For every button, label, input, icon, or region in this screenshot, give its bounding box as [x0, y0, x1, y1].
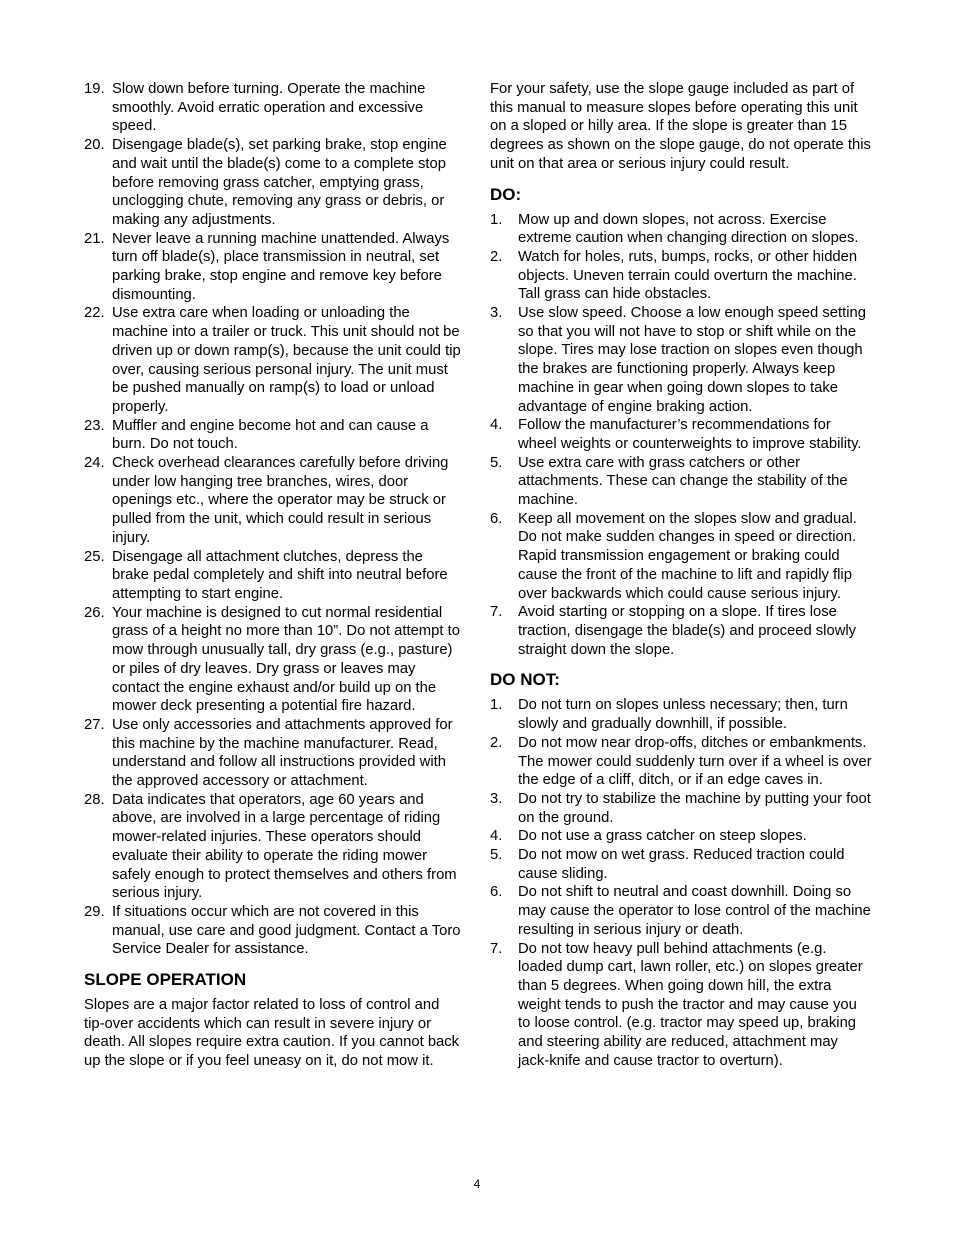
list-item [84, 903, 462, 959]
list-item [490, 846, 872, 883]
item-text: Keep all movement on the slopes slow and gradual. Do not make sudden changes in speed or direction. Rapid transmission engagement or braking could cause the front of the machine to lift and rapidly flip over backwards which could cause serious injury. [518, 510, 857, 602]
item-number: 20. [84, 137, 105, 154]
item-number: 4. [490, 417, 503, 434]
item-text: Watch for holes, ruts, bumps, rocks, or other hidden objects. Uneven terrain could overturn the machine. Tall grass can hide obstacles. [518, 248, 858, 303]
item-text: Never leave a running machine unattended. Always turn off blade(s), place transmission in neutral, set parking brake, stop engine and remove key before dismounting. [112, 230, 450, 303]
list-item [84, 791, 462, 903]
list-item [490, 696, 872, 733]
list-item [490, 248, 872, 304]
item-number: 25. [84, 548, 105, 565]
item-text: Use extra care when loading or unloading the machine into a trailer or truck. This unit should not be driven up or down ramp(s), because the unit could tip over, causing serious personal injury. The unit must be pushed manually on ramp(s) to load or unload properly. [112, 305, 461, 415]
left-column [84, 80, 462, 1071]
list-item [490, 827, 872, 846]
list-item [490, 304, 872, 416]
list-item [84, 417, 462, 454]
list-item [490, 454, 872, 510]
list-item [84, 548, 462, 604]
do-heading: DO: [490, 184, 522, 204]
item-text: Do not turn on slopes unless necessary; then, turn slowly and gradually downhill, if possible. [518, 697, 848, 733]
item-number: 7. [490, 940, 503, 957]
list-item [490, 416, 872, 453]
list-item [84, 604, 462, 716]
list-item [84, 304, 462, 416]
safety-list-left [84, 80, 462, 959]
item-number: 6. [490, 884, 503, 901]
item-number: 1. [490, 697, 503, 714]
item-text: Do not shift to neutral and coast downhill. Doing so may cause the operator to lose control of the machine resulting in serious injury or death. [518, 884, 871, 938]
item-number: 26. [84, 604, 105, 621]
item-text: Disengage blade(s), set parking brake, stop engine and wait until the blade(s) come to a complete stop before removing grass catcher, emptying grass, unclogging chute, removing any grass or debris, or making any adjustments. [112, 137, 447, 228]
slope-gauge-paragraph: For your safety, use the slope gauge included as part of this manual to measure slopes before operating this unit on a sloped or hilly area. If the slope is greater than 15 degrees as shown on the slope gauge, do not operate this unit on that area or serious injury could result. [490, 81, 871, 172]
list-item [84, 80, 462, 136]
list-item [84, 716, 462, 791]
item-number: 23. [84, 417, 105, 434]
item-text: Use extra care with grass catchers or other attachments. These can change the stability of the machine. [518, 454, 848, 509]
item-text: Do not mow near drop-offs, ditches or embankments. The mower could suddenly turn over if a wheel is over the edge of a cliff, ditch, or if an edge caves in. [518, 734, 872, 789]
item-text: Disengage all attachment clutches, depress the brake pedal completely and shift into neutral before attempting to start engine. [112, 548, 448, 602]
item-number: 2. [490, 248, 503, 265]
list-item [490, 883, 872, 939]
item-text: Use only accessories and attachments approved for this machine by the machine manufacturer. Read, understand and follow all instructions provided with the approved accessory or attachment. [112, 716, 453, 790]
item-text: Do not use a grass catcher on steep slopes. [518, 828, 807, 845]
item-text: If situations occur which are not covered in this manual, use care and good judgment. Contact a Toro Service Dealer for assistance. [112, 903, 461, 958]
item-number: 28. [84, 791, 105, 808]
item-text: Data indicates that operators, age 60 years and above, are involved in a large percentage of riding mower-related injuries. These operators should evaluate their ability to operate the riding mower safely enough to protect themselves and others from serious injury. [112, 791, 457, 902]
item-text: Avoid starting or stopping on a slope. If tires lose traction, disengage the blade(s) and proceed slowly straight down the slope. [518, 604, 857, 658]
list-item [490, 211, 872, 248]
list-item [84, 230, 462, 305]
item-number: 4. [490, 828, 503, 845]
list-item [490, 940, 872, 1071]
item-number: 27. [84, 716, 105, 733]
list-item [490, 510, 872, 604]
item-text: Your machine is designed to cut normal residential grass of a height no more than 10”. Do not attempt to mow through unusually tall, dry grass (e.g., pasture) or piles of dry leaves. Dry grass or leaves may contact the engine exhaust and/or build up on the mower deck presenting a potential fire hazard. [112, 604, 460, 715]
item-number: 19. [84, 81, 105, 97]
item-number: 5. [490, 454, 503, 471]
item-number: 1. [490, 211, 503, 228]
item-text: Use slow speed. Choose a low enough speed setting so that you will not have to stop or shift while on the slope. Tires may lose traction on slopes even though the brakes are functioning properly. Always keep machine in gear when going down slopes to take advantage of engine braking action. [518, 305, 866, 415]
item-text: Mow up and down slopes, not across. Exercise extreme caution when changing direction on slopes. [518, 211, 859, 247]
do-not-list [490, 696, 872, 1070]
item-text: Slow down before turning. Operate the machine smoothly. Avoid erratic operation and excessive speed. [112, 81, 426, 135]
item-text: Check overhead clearances carefully before driving under low hanging tree branches, wires, door openings etc., where the operator may be struck or pulled from the unit, which could result in serious injury. [112, 455, 449, 546]
slope-operation-heading: SLOPE OPERATION [84, 970, 247, 990]
item-number: 29. [84, 903, 105, 920]
item-text: Do not try to stabilize the machine by putting your foot on the ground. [518, 790, 871, 826]
list-item [490, 734, 872, 790]
list-item [490, 603, 872, 659]
item-number: 7. [490, 604, 503, 621]
do-list [490, 211, 872, 660]
item-number: 5. [490, 847, 503, 864]
item-text: Follow the manufacturer’s recommendations for wheel weights or counterweights to improve stability. [518, 417, 862, 452]
item-text: Muffler and engine become hot and can cause a burn. Do not touch. [112, 417, 429, 453]
item-number: 6. [490, 510, 503, 527]
list-item [84, 136, 462, 230]
page-number: 4 [473, 1177, 481, 1191]
item-number: 24. [84, 455, 105, 472]
item-number: 21. [84, 230, 105, 247]
item-number: 22. [84, 305, 105, 322]
item-number: 2. [490, 734, 503, 751]
slope-paragraph: Slopes are a major factor related to loss of control and tip-over accidents which can result in severe injury or death. All slopes require extra caution. If you cannot back up the slope or if you feel uneasy on it, do not mow it. [84, 997, 460, 1070]
list-item [490, 790, 872, 827]
item-text: Do not tow heavy pull behind attachments (e.g. loaded dump cart, lawn roller, etc.) on slopes greater than 5 degrees. When going down hill, the extra weight tends to push the tractor and may cause you to loose control. (e.g. tractor may speed up, braking and steering ability are reduced, attachment may jack-knife and cause tractor to overturn). [518, 940, 863, 1069]
item-number: 3. [490, 790, 503, 807]
item-text: Do not mow on wet grass. Reduced traction could cause sliding. [518, 847, 845, 882]
do-not-heading: DO NOT: [490, 670, 560, 690]
list-item [84, 454, 462, 548]
right-column [490, 80, 872, 1070]
item-number: 3. [490, 305, 503, 322]
